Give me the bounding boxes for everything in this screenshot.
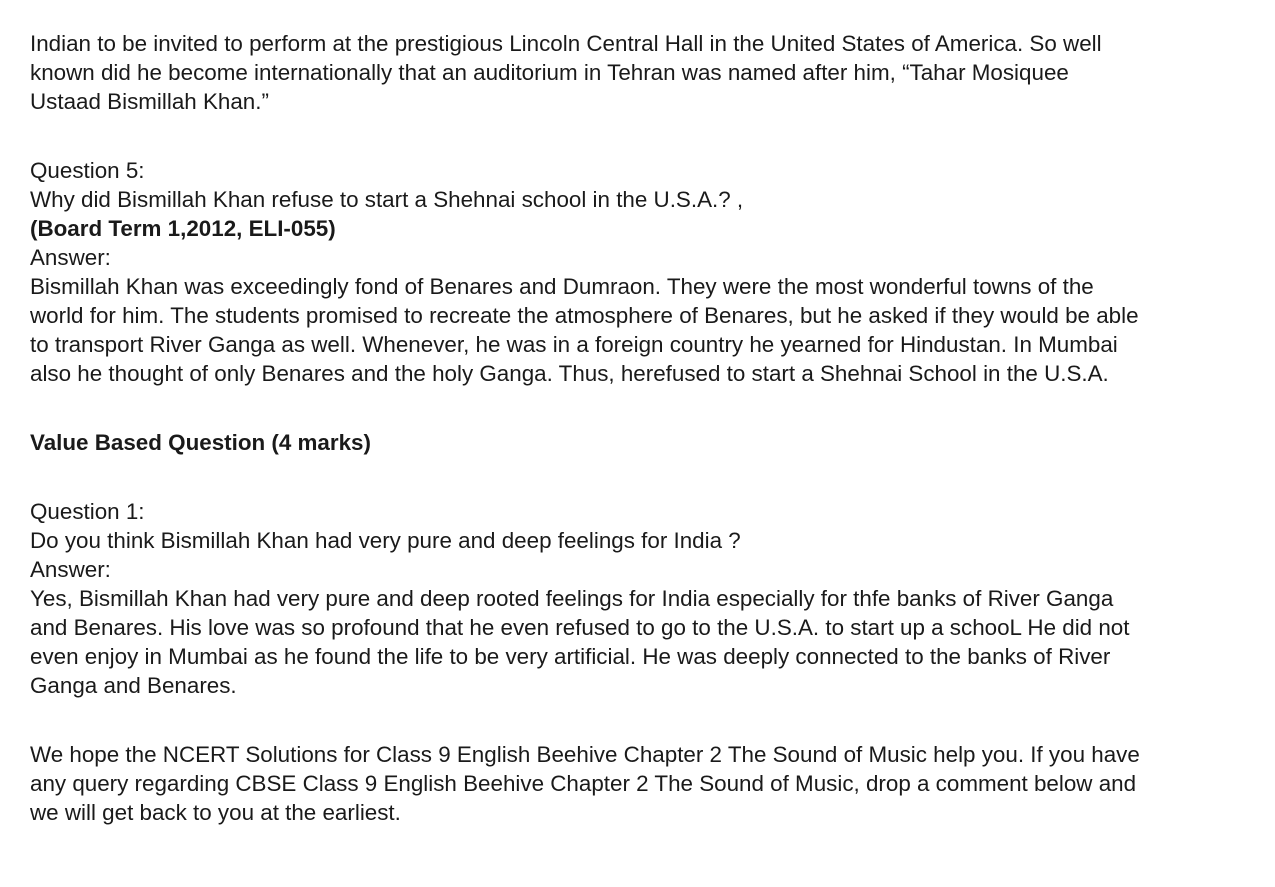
answer-label: Answer: [30,557,111,582]
question-text: Why did Bismillah Khan refuse to start a Shehnai school in the U.S.A.? , [30,187,744,212]
spacer [30,388,1267,428]
question-label: Question 1: [30,499,145,524]
answer-line: Yes, Bismillah Khan had very pure and deep rooted feelings for India especially for thfe banks of River Ganga [30,586,1114,611]
answer-line: Ganga and Benares. [30,673,237,698]
question-1-block [30,497,1267,700]
question-text: Do you think Bismillah Khan had very pure and deep feelings for India ? [30,528,741,553]
text-line: Ustaad Bismillah Khan.” [30,89,269,114]
intro-paragraph [30,29,1267,116]
section-heading: Value Based Question (4 marks) [30,430,371,455]
spacer [30,457,1267,497]
answer-line: and Benares. His love was so profound that he even refused to go to the U.S.A. to start up a schooL He did not [30,615,1130,640]
answer-line: to transport River Ganga as well. Whenever, he was in a foreign country he yearned for Hindustan. In Mumbai [30,332,1118,357]
answer-line: also he thought of only Benares and the holy Ganga. Thus, herefused to start a Shehnai School in the U.S.A. [30,361,1109,386]
text-line: known did he become internationally that an auditorium in Tehran was named after him, “Tahar Mosiquee [30,60,1069,85]
answer-label: Answer: [30,245,111,270]
question-label: Question 5: [30,158,145,183]
question-5-block [30,156,1267,388]
answer-line: Bismillah Khan was exceedingly fond of Benares and Dumraon. They were the most wonderful towns of the [30,274,1094,299]
text-line: Indian to be invited to perform at the prestigious Lincoln Central Hall in the United States of America. So well [30,31,1102,56]
text-line: any query regarding CBSE Class 9 English Beehive Chapter 2 The Sound of Music, drop a comment below and [30,771,1137,796]
spacer [30,116,1267,156]
answer-line: world for him. The students promised to recreate the atmosphere of Benares, but he asked if they would be able [30,303,1139,328]
answer-line: even enjoy in Mumbai as he found the life to be very artificial. He was deeply connected to the banks of River [30,644,1111,669]
spacer [30,700,1267,740]
closing-paragraph [30,740,1267,827]
question-reference: (Board Term 1,2012, ELI-055) [30,216,336,241]
text-line: we will get back to you at the earliest. [30,800,401,825]
value-based-section [30,428,1267,457]
text-line: We hope the NCERT Solutions for Class 9 English Beehive Chapter 2 The Sound of Music help you. If you have [30,742,1140,767]
